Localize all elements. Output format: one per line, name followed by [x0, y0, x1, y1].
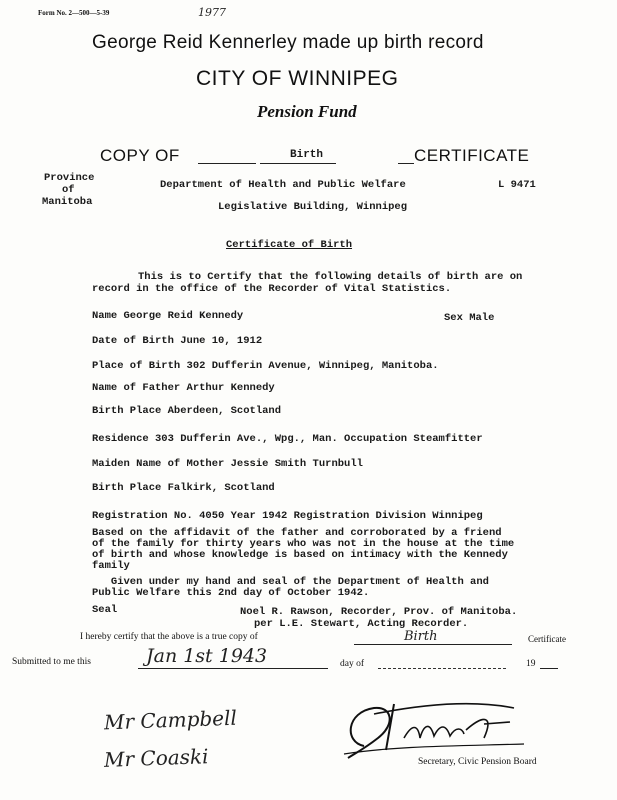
- registration-field: Registration No. 4050 Year 1942 Registration Division Winnipeg: [92, 510, 483, 522]
- affidavit-line-2: of the family for thirty years who was not in the house at the time: [92, 538, 515, 550]
- copy-of-rule-mid: [260, 163, 336, 164]
- department: Department of Health and Public Welfare: [160, 179, 406, 191]
- submitted-year-label: 19: [526, 659, 536, 669]
- certify-suffix: Certificate: [528, 634, 566, 644]
- province-line-2: of: [62, 184, 75, 196]
- name-field: Name George Reid Kennedy: [92, 310, 244, 322]
- certify-statement: I hereby certify that the above is a true copy of: [80, 632, 258, 642]
- city-title: CITY OF WINNIPEG: [196, 67, 399, 90]
- copy-of-rule-right: [398, 163, 414, 164]
- province-line-3: Manitoba: [42, 196, 93, 208]
- submitted-year-rule: [540, 668, 558, 669]
- affidavit-line-3: of birth and whose knowledge is based on intimacy with the Kennedy: [92, 549, 508, 561]
- certify-type-rule: [354, 644, 512, 645]
- affidavit-line-4: family: [92, 560, 130, 572]
- secretary-caption: Secretary, Civic Pension Board: [418, 757, 537, 767]
- place-of-birth-field: Place of Birth 302 Dufferin Avenue, Winnipeg, Manitoba.: [92, 360, 439, 372]
- form-number: Form No. 2—500—5-39: [38, 9, 110, 17]
- sex-field: Sex Male: [444, 312, 495, 324]
- handwritten-name-2: Mr Coaski: [103, 744, 209, 772]
- intro-line-2: record in the office of the Recorder of Vital Statistics.: [92, 283, 452, 295]
- acting-recorder-line: per L.E. Stewart, Acting Recorder.: [254, 618, 469, 630]
- seal-label: Seal: [92, 604, 118, 616]
- submitted-date: Jan 1st 1943: [146, 645, 268, 667]
- father-name-field: Name of Father Arthur Kennedy: [92, 382, 275, 394]
- certificate-of-birth-title: Certificate of Birth: [226, 239, 353, 251]
- submitted-label: Submitted to me this: [12, 657, 91, 667]
- submitted-month-rule: [378, 668, 506, 669]
- affidavit-line-1: Based on the affidavit of the father and corroborated by a friend: [92, 527, 502, 539]
- building: Legislative Building, Winnipeg: [218, 201, 408, 213]
- copy-type: Birth: [290, 149, 324, 161]
- given-line-1: Given under my hand and seal of the Department of Health and: [92, 576, 489, 588]
- recorder-line: Noel R. Rawson, Recorder, Prov. of Manitoba.: [240, 606, 518, 618]
- year-mark: 1977: [198, 6, 226, 19]
- certificate-label: CERTIFICATE: [414, 146, 530, 165]
- province-line-1: Province: [44, 172, 95, 184]
- certify-type: Birth: [404, 629, 438, 644]
- date-of-birth-field: Date of Birth June 10, 1912: [92, 335, 263, 347]
- mother-birthplace-field: Birth Place Falkirk, Scotland: [92, 482, 275, 494]
- submitted-day-label: day of: [340, 659, 365, 669]
- copy-of-label: COPY OF: [100, 146, 180, 165]
- handwritten-name-1: Mr Campbell: [103, 705, 238, 735]
- form-code: L 9471: [498, 179, 536, 191]
- residence-field: Residence 303 Dufferin Ave., Wpg., Man. Occupation Steamfitter: [92, 433, 483, 445]
- mother-name-field: Maiden Name of Mother Jessie Smith Turnbull: [92, 458, 363, 470]
- copy-of-rule-left: [198, 163, 256, 164]
- submitted-date-rule: [138, 668, 328, 669]
- given-line-2: Public Welfare this 2nd day of October 1942.: [92, 587, 370, 599]
- father-birthplace-field: Birth Place Aberdeen, Scotland: [92, 405, 282, 417]
- fund-title: Pension Fund: [257, 102, 357, 121]
- headline: George Reid Kennerley made up birth record: [92, 32, 484, 53]
- intro-line-1: This is to Certify that the following details of birth are on: [138, 271, 523, 283]
- secretary-signature: [334, 694, 534, 764]
